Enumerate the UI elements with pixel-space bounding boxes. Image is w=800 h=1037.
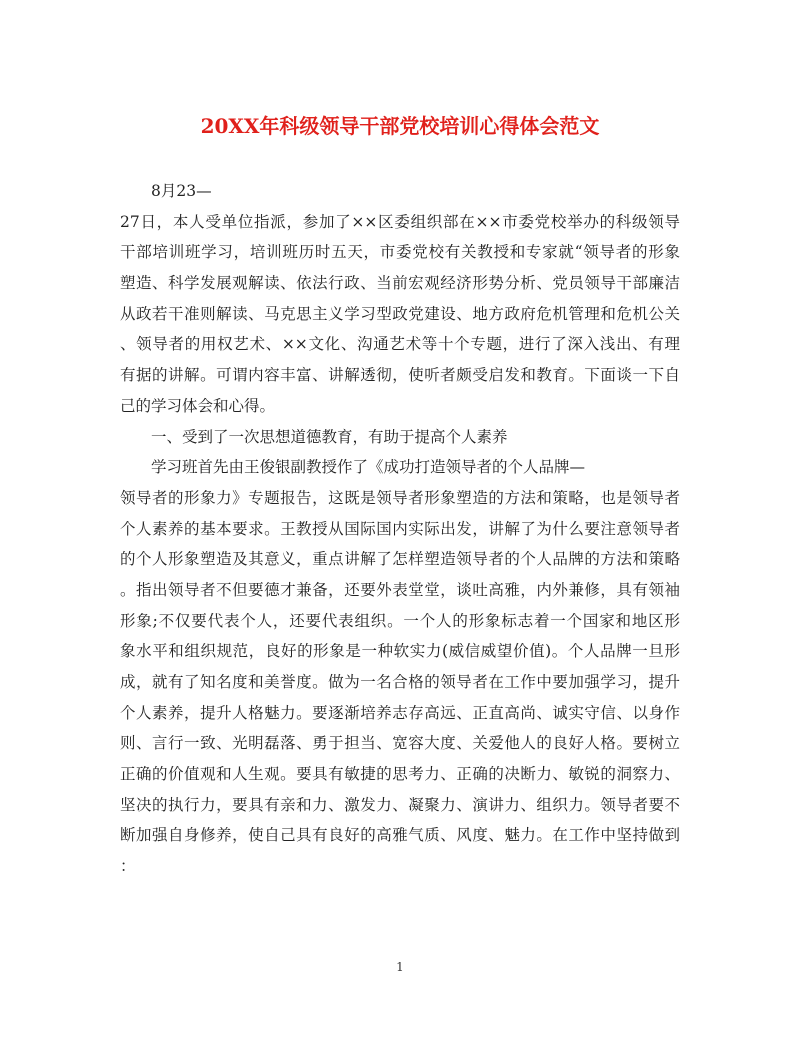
section-heading: 一、受到了一次思想道德教育，有助于提高个人素养 <box>151 427 508 446</box>
text-line: 27日，本人受单位指派，参加了××区委组织部在××市委党校举办的科级领导 <box>120 212 680 231</box>
text-line: 正确的价值观和人生观。要具有敏捷的思考力、正确的决断力、敏锐的洞察力、 <box>120 765 680 784</box>
text-line: 己的学习体会和心得。 <box>120 396 276 415</box>
text-line: 则、言行一致、光明磊落、勇于担当、宽容大度、关爱他人的良好人格。要树立 <box>120 734 680 753</box>
text-line: ： <box>120 857 136 876</box>
text-line: 、领导者的用权艺术、××文化、沟通艺术等十个专题，进行了深入浅出、有理 <box>120 335 680 354</box>
document-title: 20XX年科级领导干部党校培训心得体会范文 <box>200 114 600 138</box>
text-line: 的个人形象塑造及其意义，重点讲解了怎样塑造领导者的个人品牌的方法和策略 <box>120 550 680 569</box>
text-line: 坚决的执行力，要具有亲和力、激发力、凝聚力、演讲力、组织力。领导者要不 <box>120 795 680 814</box>
text-line: 象水平和组织规范，良好的形象是一种软实力(威信威望价值)。个人品牌一旦形 <box>120 642 680 661</box>
text-line: 学习班首先由王俊银副教授作了《成功打造领导者的个人品牌— <box>151 458 586 477</box>
text-line: 形象;不仅要代表个人，还要代表组织。一个人的形象标志着一个国家和地区形 <box>120 611 680 630</box>
text-line: 。指出领导者不但要德才兼备，还要外表堂堂，谈吐高雅，内外兼修，具有领袖 <box>120 580 680 599</box>
text-line: 个人素养的基本要求。王教授从国际国内实际出发，讲解了为什么要注意领导者 <box>120 519 680 538</box>
text-line: 个人素养，提升人格魅力。要逐渐培养志存高远、正直高尚、诚实守信、以身作 <box>120 703 680 722</box>
text-line: 有据的讲解。可谓内容丰富、讲解透彻，使听者颇受启发和教育。下面谈一下自 <box>120 366 680 385</box>
document-body <box>120 176 680 882</box>
text-line: 塑造、科学发展观解读、依法行政、当前宏观经济形势分析、党员领导干部廉洁 <box>120 274 680 293</box>
text-line: 成，就有了知名度和美誉度。做为一名合格的领导者在工作中要加强学习，提升 <box>120 673 680 691</box>
text-line: 干部培训班学习，培训班历时五天，市委党校有关教授和专家就“领导者的形象 <box>120 243 680 262</box>
text-line: 从政若干准则解读、马克思主义学习型政党建设、地方政府危机管理和危机公关 <box>120 304 680 323</box>
text-line: 领导者的形象力》专题报告，这既是领导者形象塑造的方法和策略，也是领导者 <box>120 488 680 507</box>
text-line: 8月23— <box>151 182 212 200</box>
text-line: 断加强自身修养，使自己具有良好的高雅气质、风度、魅力。在工作中坚持做到 <box>120 826 680 845</box>
page-number: 1 <box>396 960 404 974</box>
